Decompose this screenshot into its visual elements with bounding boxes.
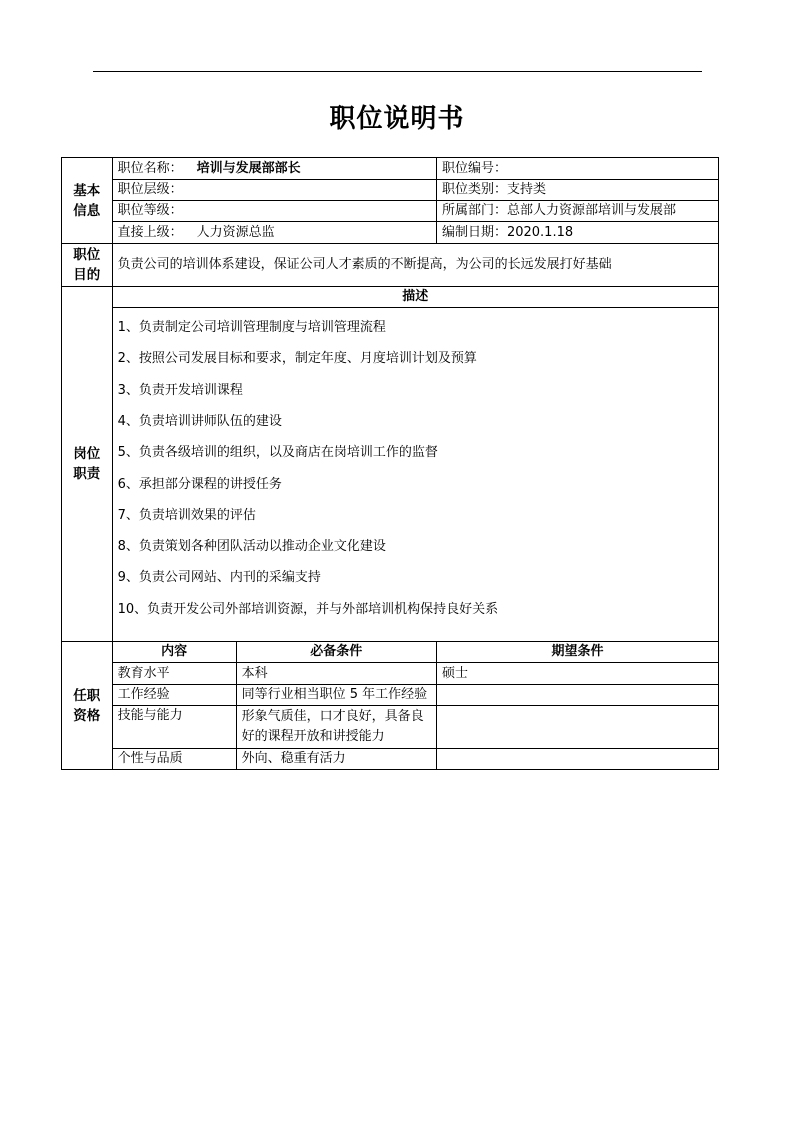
job-grade-cell bbox=[112, 201, 436, 222]
qual-expected-cell: 硕士 bbox=[436, 663, 718, 685]
qual-header-required: 必备条件 bbox=[236, 642, 436, 663]
qual-content-cell: 教育水平 bbox=[112, 663, 236, 685]
qual-content-cell: 个性与品质 bbox=[112, 749, 236, 770]
qual-expected-cell bbox=[436, 685, 718, 706]
department-value: 总部人力资源部培训与发展部 bbox=[506, 203, 676, 218]
job-number-label: 职位编号： bbox=[441, 160, 507, 176]
date-label: 编制日期： bbox=[441, 224, 507, 240]
qual-expected-cell bbox=[436, 749, 718, 770]
department-cell bbox=[436, 201, 718, 222]
job-category-label: 职位类别： bbox=[441, 182, 507, 197]
department-label: 所属部门： bbox=[441, 203, 507, 218]
duty-item: 3、负责开发培训课程 bbox=[117, 382, 243, 398]
superior-value: 人力资源总监 bbox=[196, 224, 275, 240]
duty-item: 2、按照公司发展目标和要求，制定年度、月度培训计划及预算 bbox=[117, 351, 477, 367]
qual-required-cell: 同等行业相当职位 5 年工作经验 bbox=[236, 685, 436, 706]
qual-header-content: 内容 bbox=[112, 642, 236, 663]
superior-cell bbox=[112, 222, 436, 244]
duty-item: 10、负责开发公司外部培训资源，并与外部培训机构保持良好关系 bbox=[117, 601, 499, 617]
duty-item: 1、负责制定公司培训管理制度与培训管理流程 bbox=[117, 320, 386, 336]
job-level-label: 职位层级： bbox=[117, 182, 183, 197]
job-grade-label: 职位等级： bbox=[117, 203, 183, 218]
duties-label: 岗位职责 bbox=[62, 287, 113, 642]
job-description-table bbox=[61, 157, 719, 770]
duties-list bbox=[112, 308, 718, 642]
job-number-cell bbox=[436, 158, 718, 180]
job-name-label: 职位名称： bbox=[117, 160, 183, 176]
job-category-cell bbox=[436, 180, 718, 201]
header-rule bbox=[93, 71, 702, 72]
date-cell bbox=[436, 222, 718, 244]
qual-required-cell: 形象气质佳，口才良好，具备良好的课程开放和讲授能力 bbox=[236, 706, 436, 749]
superior-label: 直接上级： bbox=[117, 224, 183, 240]
duty-item: 4、负责培训讲师队伍的建设 bbox=[117, 413, 282, 429]
basic-info-label: 基本信息 bbox=[62, 158, 113, 244]
job-name-cell bbox=[112, 158, 436, 180]
duty-item: 8、负责策划各种团队活动以推动企业文化建设 bbox=[117, 539, 386, 555]
document-title: 职位说明书 bbox=[329, 104, 465, 134]
job-name-value: 培训与发展部部长 bbox=[196, 160, 301, 176]
date-value: 2020.1.18 bbox=[506, 224, 574, 240]
qual-expected-cell bbox=[436, 706, 718, 749]
job-category-value: 支持类 bbox=[506, 182, 546, 197]
qual-content-cell: 工作经验 bbox=[112, 685, 236, 706]
purpose-text: 负责公司的培训体系建设，保证公司人才素质的不断提高，为公司的长远发展打好基础 bbox=[112, 244, 718, 287]
qual-content-cell: 技能与能力 bbox=[112, 706, 236, 749]
duty-item: 5、负责各级培训的组织，以及商店在岗培训工作的监督 bbox=[117, 445, 438, 461]
qual-required-cell: 外向、稳重有活力 bbox=[236, 749, 436, 770]
qualifications-label: 任职资格 bbox=[62, 642, 113, 770]
duty-item: 6、承担部分课程的讲授任务 bbox=[117, 476, 282, 492]
purpose-label: 职位目的 bbox=[62, 244, 113, 287]
duty-item: 7、负责培训效果的评估 bbox=[117, 507, 256, 523]
duties-header: 描述 bbox=[112, 287, 718, 308]
job-level-cell bbox=[112, 180, 436, 201]
qual-header-expected: 期望条件 bbox=[436, 642, 718, 663]
duty-item: 9、负责公司网站、内刊的采编支持 bbox=[117, 570, 321, 586]
qual-required-cell: 本科 bbox=[236, 663, 436, 685]
